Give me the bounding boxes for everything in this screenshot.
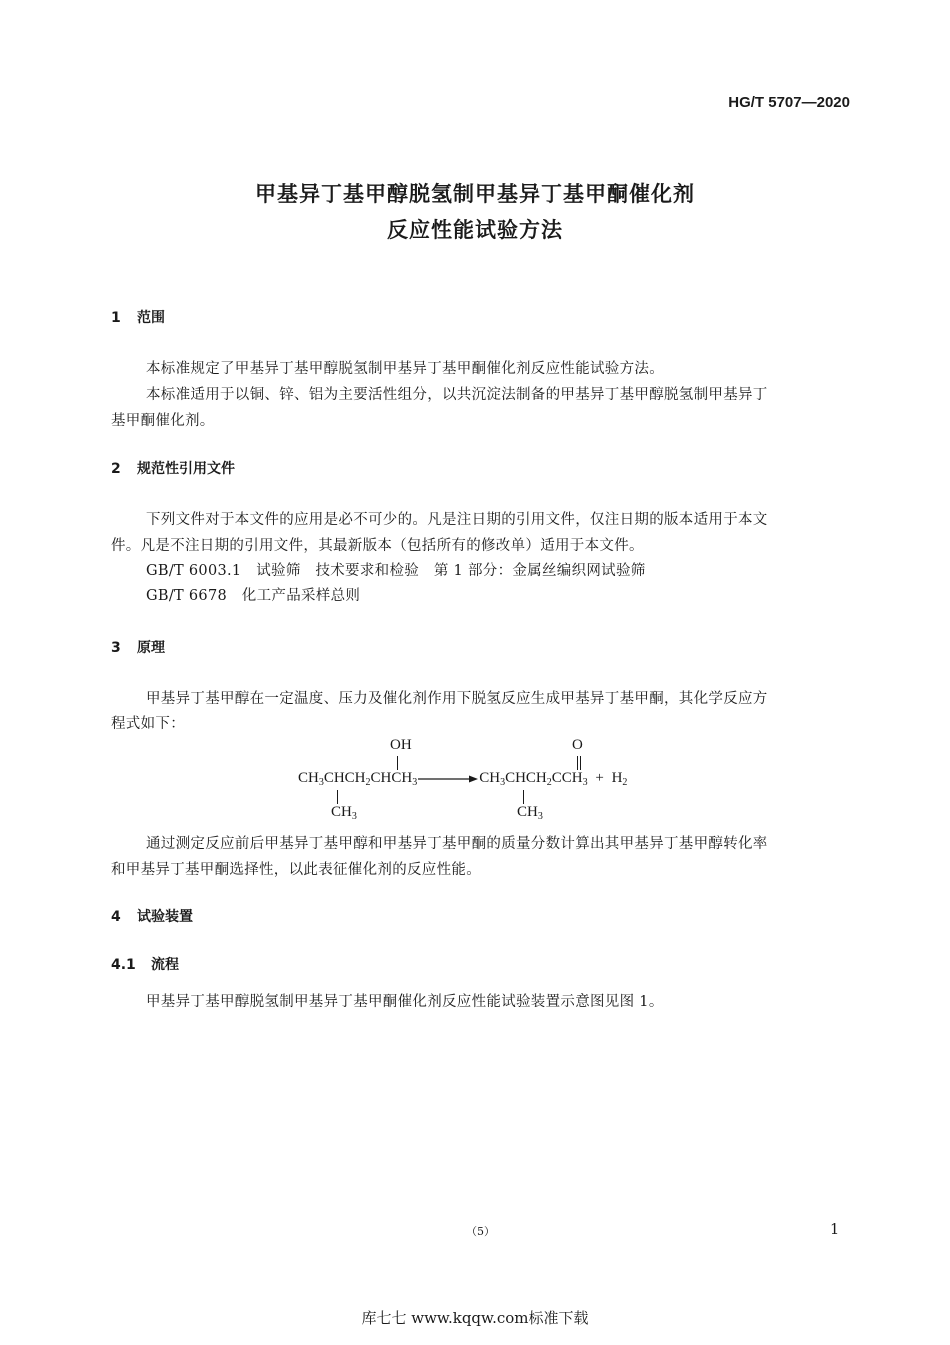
section-4-1-para: 甲基异丁基甲醇脱氢制甲基异丁基甲酮催化剂反应性能试验装置示意图见图 1。: [146, 994, 664, 1010]
section-title: 范围: [137, 310, 165, 326]
single-bond-oh: [397, 756, 398, 770]
section-1-para2-line1: 本标准适用于以铜、锌、铝为主要活性组分，以共沉淀法制备的甲基异丁基甲醇脱氢制甲基异丁: [146, 387, 768, 403]
reference-gbt-6003-1: GB/T 6003.1 试验筛 技术要求和检验 第 1 部分：金属丝编织网试验筛: [146, 563, 646, 579]
carbonyl-oxygen: O: [572, 737, 583, 753]
reaction-arrow-icon: [418, 774, 478, 784]
section-number: 2: [111, 461, 121, 477]
section-2-para-line1: 下列文件对于本文件的应用是必不可少的。凡是注日期的引用文件，仅注日期的版本适用于本文: [146, 512, 768, 528]
standard-number: HG/T 5707—2020: [728, 94, 850, 111]
section-3-para2-line2: 和甲基异丁基甲酮选择性，以此表征催化剂的反应性能。: [111, 862, 481, 878]
section-4-heading: [111, 906, 193, 926]
page-number: 1: [830, 1222, 840, 1238]
reactant-formula: $CH_3CHCH_2CHCH_3$: [298, 770, 418, 788]
section-number: 4: [111, 909, 121, 925]
section-title: 规范性引用文件: [137, 461, 235, 477]
document-title-line1: 甲基异丁基甲醇脱氢制甲基异丁基甲酮催化剂: [255, 182, 695, 206]
subsection-title: 流程: [151, 957, 179, 973]
branch-bond-right: [523, 790, 524, 804]
subsection-number: 4.1: [111, 957, 136, 973]
equation-main-line: [298, 770, 627, 788]
download-watermark: 库七七 www.kqqw.com标准下载: [361, 1309, 589, 1327]
section-1-heading: [111, 307, 165, 327]
hydrogen-product: $H_2$: [611, 770, 628, 788]
section-2-heading: [111, 458, 235, 478]
section-title: 试验装置: [137, 909, 193, 925]
section-title: 原理: [137, 640, 165, 656]
product-formula: $CH_3CHCH_2CCH_3$: [479, 770, 588, 788]
section-1-para2-line2: 基甲酮催化剂。: [111, 413, 215, 429]
methyl-branch-left: $CH_3$: [331, 804, 357, 822]
section-2-para-line2: 件。凡是不注日期的引用文件，其最新版本（包括所有的修改单）适用于本文件。: [111, 538, 644, 554]
section-3-para1-line2: 程式如下：: [111, 716, 185, 732]
section-number: 3: [111, 640, 121, 656]
reference-gbt-6678: GB/T 6678 化工产品采样总则: [146, 588, 361, 604]
section-3-para1-line1: 甲基异丁基甲醇在一定温度、压力及催化剂作用下脱氢反应生成甲基异丁基甲酮，其化学反应方: [146, 691, 768, 707]
section-1-para1: 本标准规定了甲基异丁基甲醇脱氢制甲基异丁基甲酮催化剂反应性能试验方法。: [146, 361, 664, 377]
page-mark: （5）: [466, 1225, 495, 1238]
section-number: 1: [111, 310, 121, 326]
plus-sign: +: [595, 770, 604, 786]
hydroxyl-group: OH: [390, 737, 412, 753]
section-3-para2-line1: 通过测定反应前后甲基异丁基甲醇和甲基异丁基甲酮的质量分数计算出其甲基异丁基甲醇转化率: [146, 836, 768, 852]
subsection-4-1-heading: [111, 954, 179, 974]
double-bond-right: [580, 756, 581, 770]
section-3-heading: [111, 637, 165, 657]
document-title-line2: 反应性能试验方法: [387, 218, 563, 242]
branch-bond-left: [337, 790, 338, 804]
double-bond-left: [577, 756, 578, 770]
methyl-branch-right: $CH_3$: [517, 804, 543, 822]
